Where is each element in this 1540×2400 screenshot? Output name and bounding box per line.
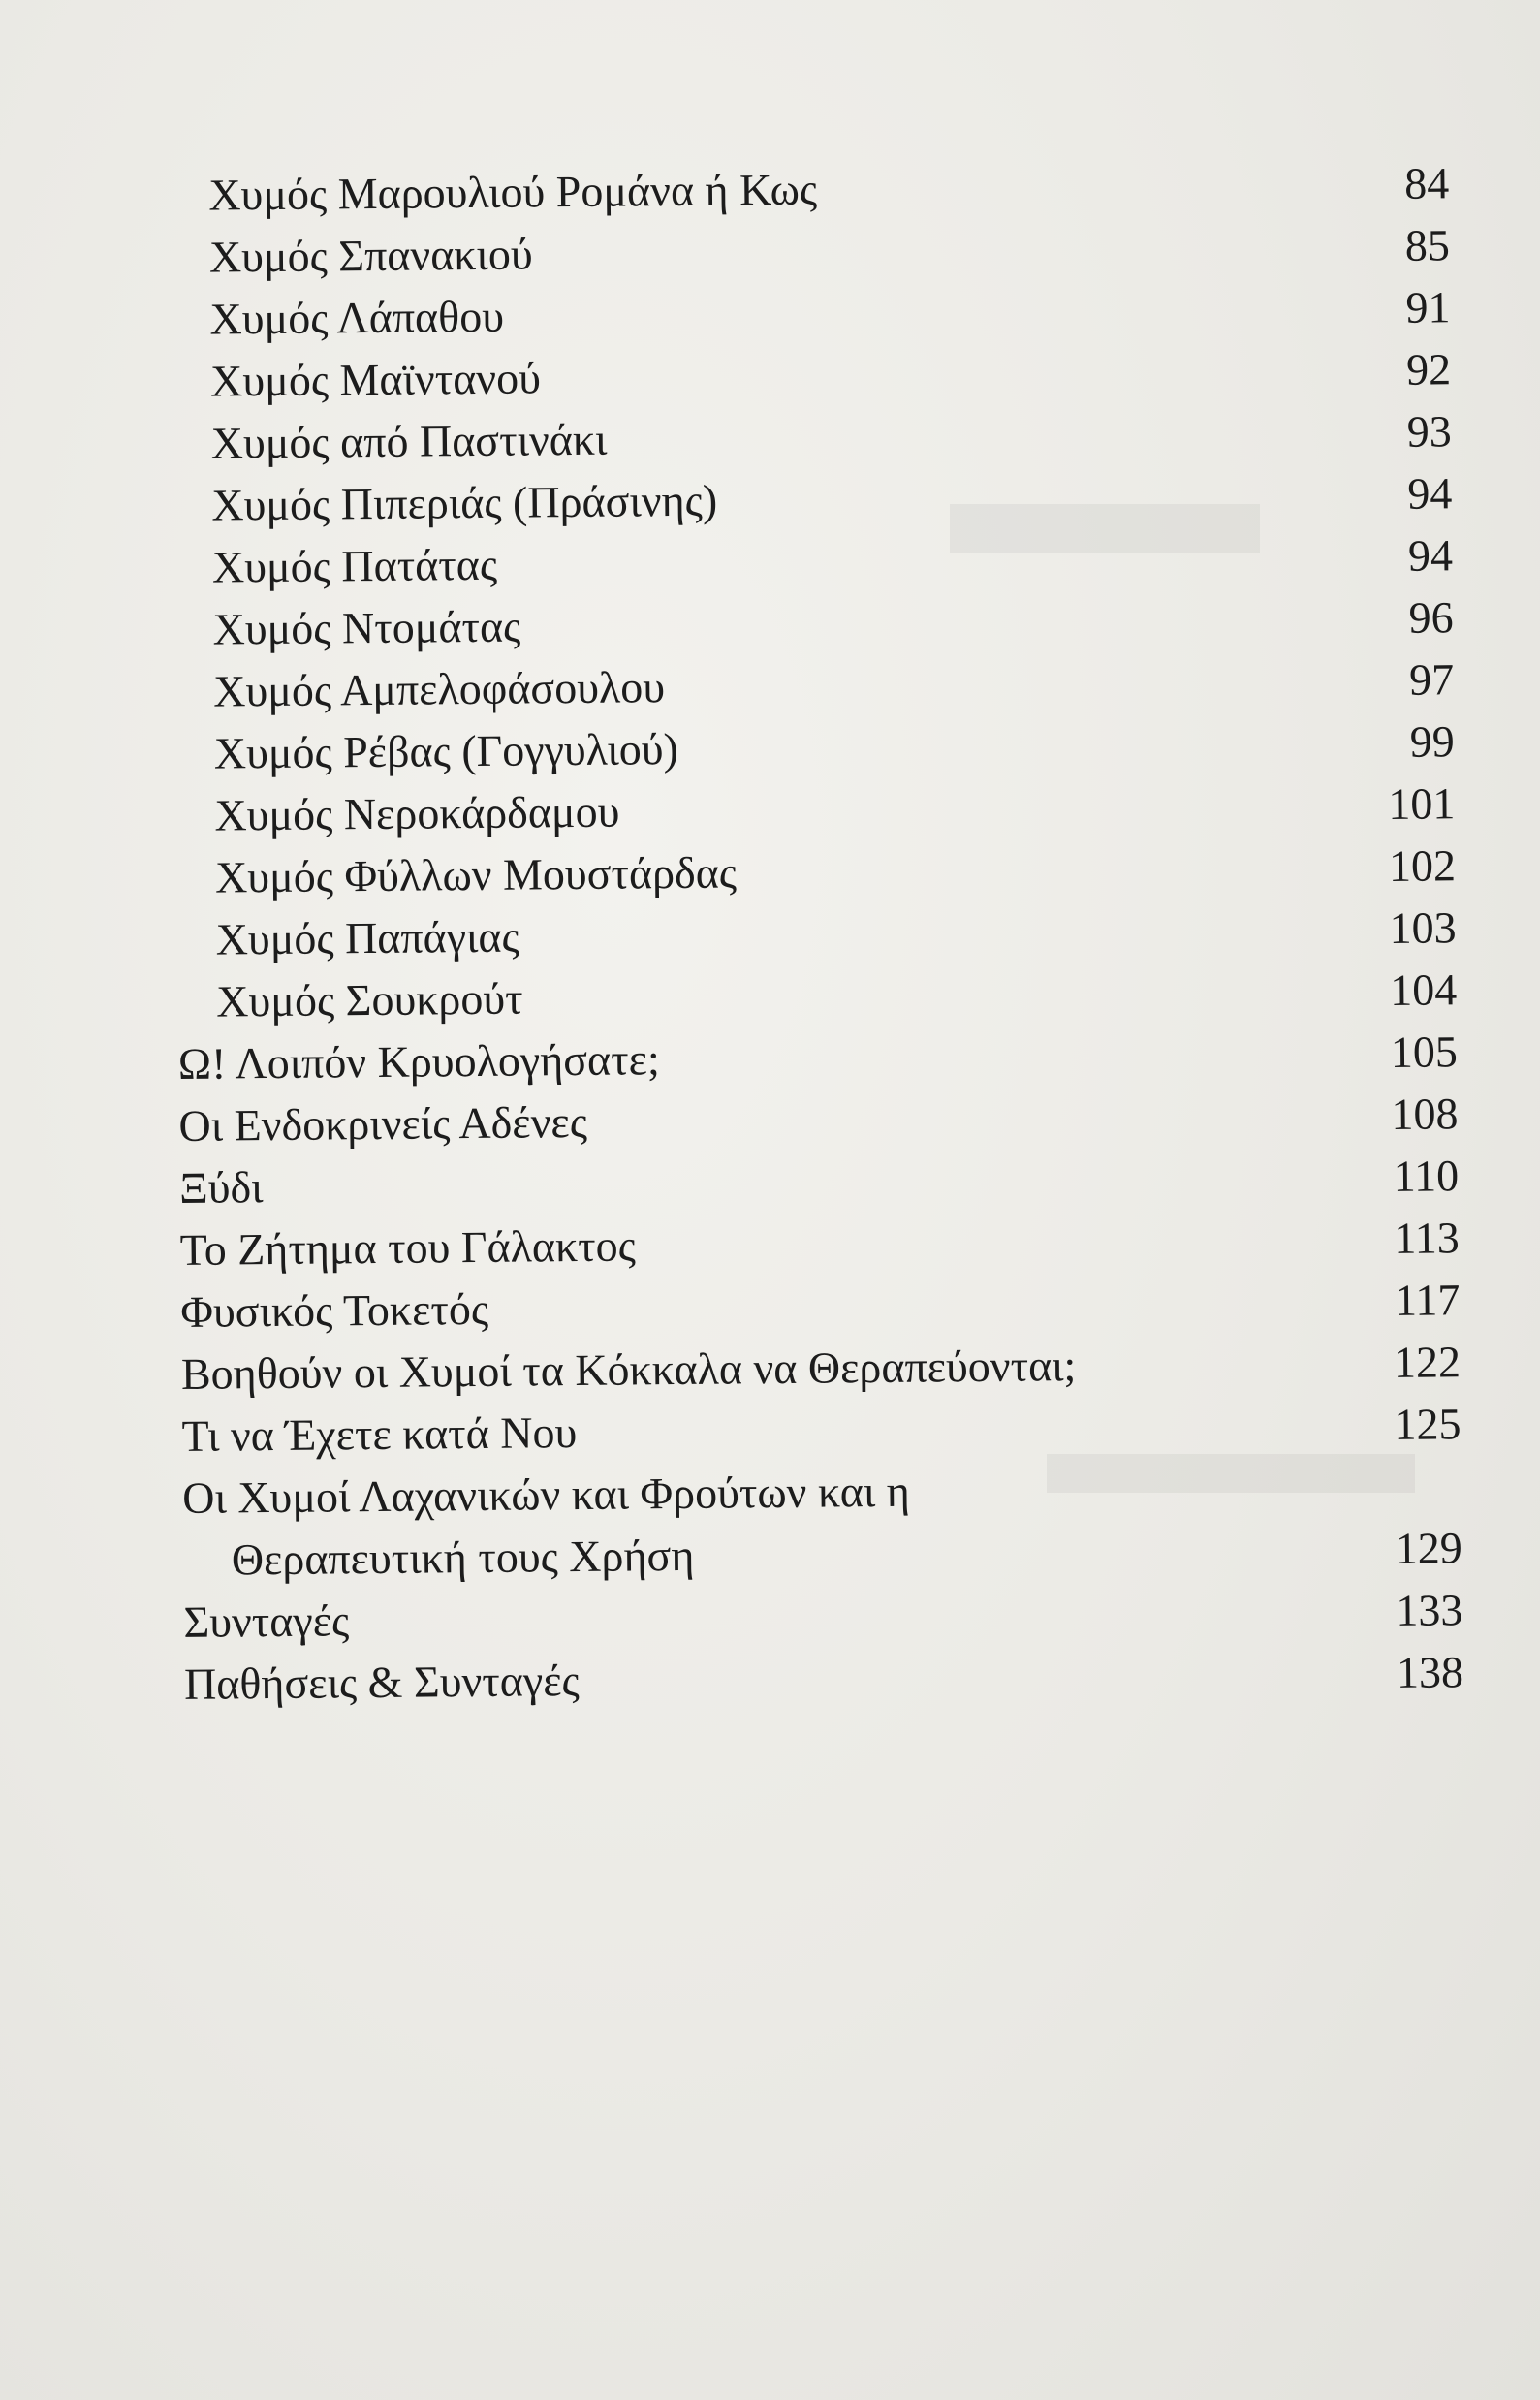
toc-entry-page-number: 93 [1406, 406, 1452, 457]
toc-entry-title: Συνταγές [183, 1595, 350, 1647]
toc-entry-page-number: 105 [1390, 1026, 1459, 1077]
toc-entry-page-number: 99 [1409, 716, 1456, 767]
toc-entry-title [182, 1461, 911, 1592]
toc-entry-title: Το Ζήτημα του Γάλακτος [179, 1220, 637, 1275]
toc-entry-title-line-2: Θεραπευτική τους Χρήση [231, 1530, 695, 1585]
toc-entry-title: Χυμός Αμπελοφάσουλου [212, 662, 666, 716]
toc-entry-page-number: 103 [1389, 902, 1457, 953]
toc-entry-title: Χυμός Νεροκάρδαμου [214, 786, 620, 840]
toc-entry-title: Χυμός Παπάγιας [215, 911, 519, 964]
toc-entry-page-number: 129 [1395, 1523, 1463, 1573]
toc-entry-page-number: 101 [1388, 778, 1456, 829]
toc-entry-title: Χυμός Πατάτας [211, 539, 498, 592]
toc-entry-page-number: 94 [1407, 468, 1453, 519]
toc-entry-title: Βοηθούν οι Χυμοί τα Κόκκαλα να Θεραπεύονται; [180, 1341, 1077, 1399]
toc-entry-page-number: 94 [1407, 530, 1454, 581]
toc-entry-page-number: 96 [1408, 592, 1454, 643]
toc-entry-title: Ξύδι [178, 1162, 264, 1213]
toc-entry-page-number: 110 [1393, 1151, 1460, 1201]
toc-entry-title: Φυσικός Τοκετός [180, 1283, 489, 1337]
toc-entry-title: Χυμός Φύλλων Μουστάρδας [214, 847, 738, 902]
toc-entry-page-number: 84 [1403, 158, 1450, 208]
toc-entry-title: Χυμός Λάπαθου [209, 291, 505, 344]
toc-entry-page-number: 117 [1394, 1275, 1461, 1325]
toc-entry-page-number: 91 [1405, 282, 1451, 332]
toc-entry-page-number: 125 [1394, 1399, 1461, 1449]
toc-entry-title: Χυμός Σουκρούτ [216, 973, 523, 1026]
toc-entry-title: Τι να Έχετε κατά Νου [181, 1407, 578, 1461]
table-of-contents [170, 152, 1463, 1716]
toc-entry-page-number: 97 [1408, 654, 1455, 705]
toc-entry [182, 1455, 1462, 1592]
toc-entry-title: Ω! Λοιπόν Κρυολογήσατε; [177, 1034, 660, 1089]
toc-entry-page-number: 104 [1389, 964, 1458, 1015]
toc-entry-title: Χυμός από Παστινάκι [210, 414, 608, 468]
toc-entry-page-number: 138 [1396, 1647, 1464, 1697]
toc-entry-title: Παθήσεις & Συνταγές [183, 1656, 580, 1709]
toc-entry-page-number: 85 [1404, 220, 1451, 270]
toc-entry-page-number: 113 [1394, 1213, 1460, 1263]
toc-entry-page-number: 133 [1396, 1585, 1463, 1635]
toc-entry-title: Χυμός Σπανακιού [208, 229, 533, 282]
toc-entry-title: Χυμός Ρέβας (Γογγυλιού) [213, 723, 679, 778]
toc-entry-title: Χυμός Πιπεριάς (Πράσινης) [211, 475, 718, 530]
toc-entry-title: Χυμός Μαϊντανού [209, 353, 542, 406]
toc-entry-title: Χυμός Μαρουλιού Ρομάνα ή Κως [208, 164, 818, 220]
toc-entry-title: Οι Ενδοκρινείς Αδένες [178, 1096, 588, 1151]
toc-entry-page-number: 102 [1388, 840, 1457, 891]
toc-entry-page-number: 122 [1393, 1337, 1461, 1387]
toc-entry-page-number: 108 [1391, 1089, 1459, 1139]
toc-entry-page-number: 92 [1405, 344, 1452, 395]
toc-entry [184, 1641, 1464, 1716]
toc-entry-title-line-1: Οι Χυμοί Λαχανικών και Φρούτων και η [181, 1466, 910, 1523]
toc-entry-title: Χυμός Ντομάτας [212, 601, 521, 654]
